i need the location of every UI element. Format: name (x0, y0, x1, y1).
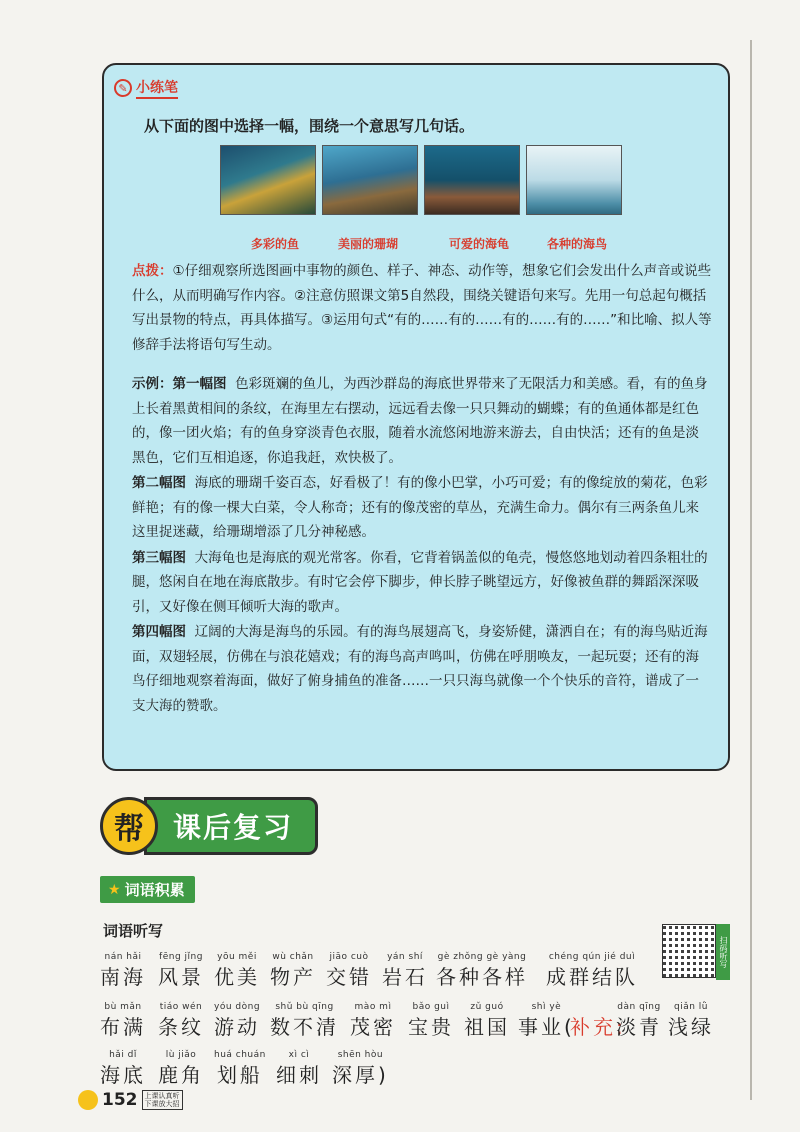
review-banner (100, 797, 318, 855)
examples (132, 372, 712, 719)
qr-side-label: 扫码听写 (716, 924, 730, 980)
word-item: yán shí 岩石 (382, 952, 428, 989)
word-item: zǔ guó 祖国 (464, 1002, 510, 1039)
word-item: bù mǎn 布满 (100, 1002, 146, 1039)
word-item: qiǎn lǜ 浅绿 (668, 1002, 714, 1039)
example-paragraph: 第三幅图 大海龟也是海底的观光常客。你看，它背着锅盖似的龟壳，慢悠悠地划动着四条粗壮的腿，悠闲自在地在海底散步。有时它会停下脚步，伸长脖子眺望远方，好像被鱼群的舞蹈深深吸引，又好像在侧耳倾听大海的歌声。 (132, 549, 708, 615)
review-title: 课后复习 (144, 797, 318, 855)
star-icon: ★ (108, 881, 121, 898)
word-item: shì yè 事业( (518, 1002, 575, 1039)
photo-coral (322, 145, 418, 215)
dictation-title: 词语听写 (103, 922, 164, 940)
word-item: tiáo wén 条纹 (158, 1002, 204, 1039)
hint-text: ①仔细观察所选图画中事物的颜色、样子、神态、动作等，想象它们会发出什么声音或说些什么，从而明确写作内容。②注意仿照课文第5自然段，围绕关键语句来写。先用一句总起句概括写出景物的特点，再具体描写。③运用句式“有的……有的……有的……有的……”和比喻、拟人等修辞手法将语句写生动。 (132, 263, 712, 353)
example-paragraph: 示例：第一幅图 色彩斑斓的鱼儿，为西沙群岛的海底世界带来了无限活力和美感。看，有的鱼身上长着黑黄相间的条纹，在海里左右摆动，远远看去像一只只舞动的蝴蝶；有的鱼通体都是红色的，像一团火焰；有的鱼身穿淡青色衣服，随着水流悠闲地游来游去，自由快活；还有的鱼是淡黑色，它们互相追逐，你追我赶，欢快极了。 (132, 376, 708, 466)
pen-icon: ✎ (114, 79, 132, 97)
word-item: jiāo cuò 交错 (326, 952, 372, 989)
word-item: mào mì 茂密 (350, 1002, 396, 1039)
word-item: nán hǎi 南海 (100, 952, 146, 989)
word-item: xì cì 细刺 (276, 1050, 322, 1087)
photo-colorful-fish (220, 145, 316, 215)
qr-code[interactable] (662, 924, 716, 978)
hint-label: 点拨： (132, 263, 173, 279)
section-tag: ★ 词语积累 (100, 876, 195, 903)
word-item: shǔ bù qīng 数不清 (270, 1002, 339, 1039)
example-paragraph: 第二幅图 海底的珊瑚千姿百态，好看极了！有的像小巴掌，小巧可爱；有的像绽放的菊花，色彩鲜艳；有的像一棵大白菜，令人称奇；还有的像茂密的草丛，充满生命力。偶尔有三两条鱼儿来这里捉迷藏，给珊瑚增添了几分神秘感。 (132, 475, 708, 540)
practice-tag: ✎ 小练笔 (114, 77, 178, 99)
photo-sea-turtle (424, 145, 520, 215)
word-item: gè zhǒng gè yàng 各种各样 (436, 952, 528, 989)
photo-caption: 多彩的鱼 (251, 237, 300, 251)
photo-row (220, 145, 622, 215)
word-item: hǎi dǐ 海底 (100, 1050, 146, 1087)
page-footer (78, 1090, 183, 1110)
page-edge (750, 40, 752, 1100)
word-item: yóu dòng 游动 (214, 1002, 261, 1039)
task-instruction: 从下面的图中选择一幅，围绕一个意思写几句话。 (144, 117, 475, 135)
word-item: wù chǎn 物产 (270, 952, 316, 989)
example-paragraph: 第四幅图 辽阔的大海是海鸟的乐园。有的海鸟展翅高飞，身姿矫健，潇洒自在；有的海鸟贴近海面，双翅轻展，仿佛在与浪花嬉戏；有的海鸟高声鸣叫，仿佛在呼朋唤友，一起玩耍；还有的海鸟仔细地观察着海面，做好了俯身捕鱼的准备……一只只海鸟就像一个个快乐的音符，谱成了一支大海的赞歌。 (132, 624, 708, 714)
word-item: dàn qīng 淡青 (616, 1002, 662, 1039)
photo-caption: 各种的海鸟 (547, 237, 608, 251)
footer-note: 上课认真听 下课放大招 (142, 1090, 183, 1110)
supplement-label: 补充: (570, 1015, 626, 1039)
hint-paragraph (132, 259, 712, 357)
word-item: lù jiǎo 鹿角 (158, 1050, 204, 1087)
photo-caption: 美丽的珊瑚 (338, 237, 399, 251)
word-item: bǎo guì 宝贵 (408, 1002, 454, 1039)
word-item: huá chuán 划船 (214, 1050, 266, 1087)
word-item: chéng qún jié duì 成群结队 (546, 952, 638, 989)
photo-seabirds (526, 145, 622, 215)
help-badge: 帮 (100, 797, 158, 855)
word-item: fēng jǐng 风景 (158, 952, 204, 989)
page-number: 152 (102, 1090, 138, 1110)
photo-caption: 可爱的海龟 (449, 237, 510, 251)
word-item: shēn hòu 深厚) (332, 1050, 389, 1087)
mascot-icon (78, 1090, 98, 1110)
word-item: yōu měi 优美 (214, 952, 260, 989)
practice-box (102, 63, 730, 771)
